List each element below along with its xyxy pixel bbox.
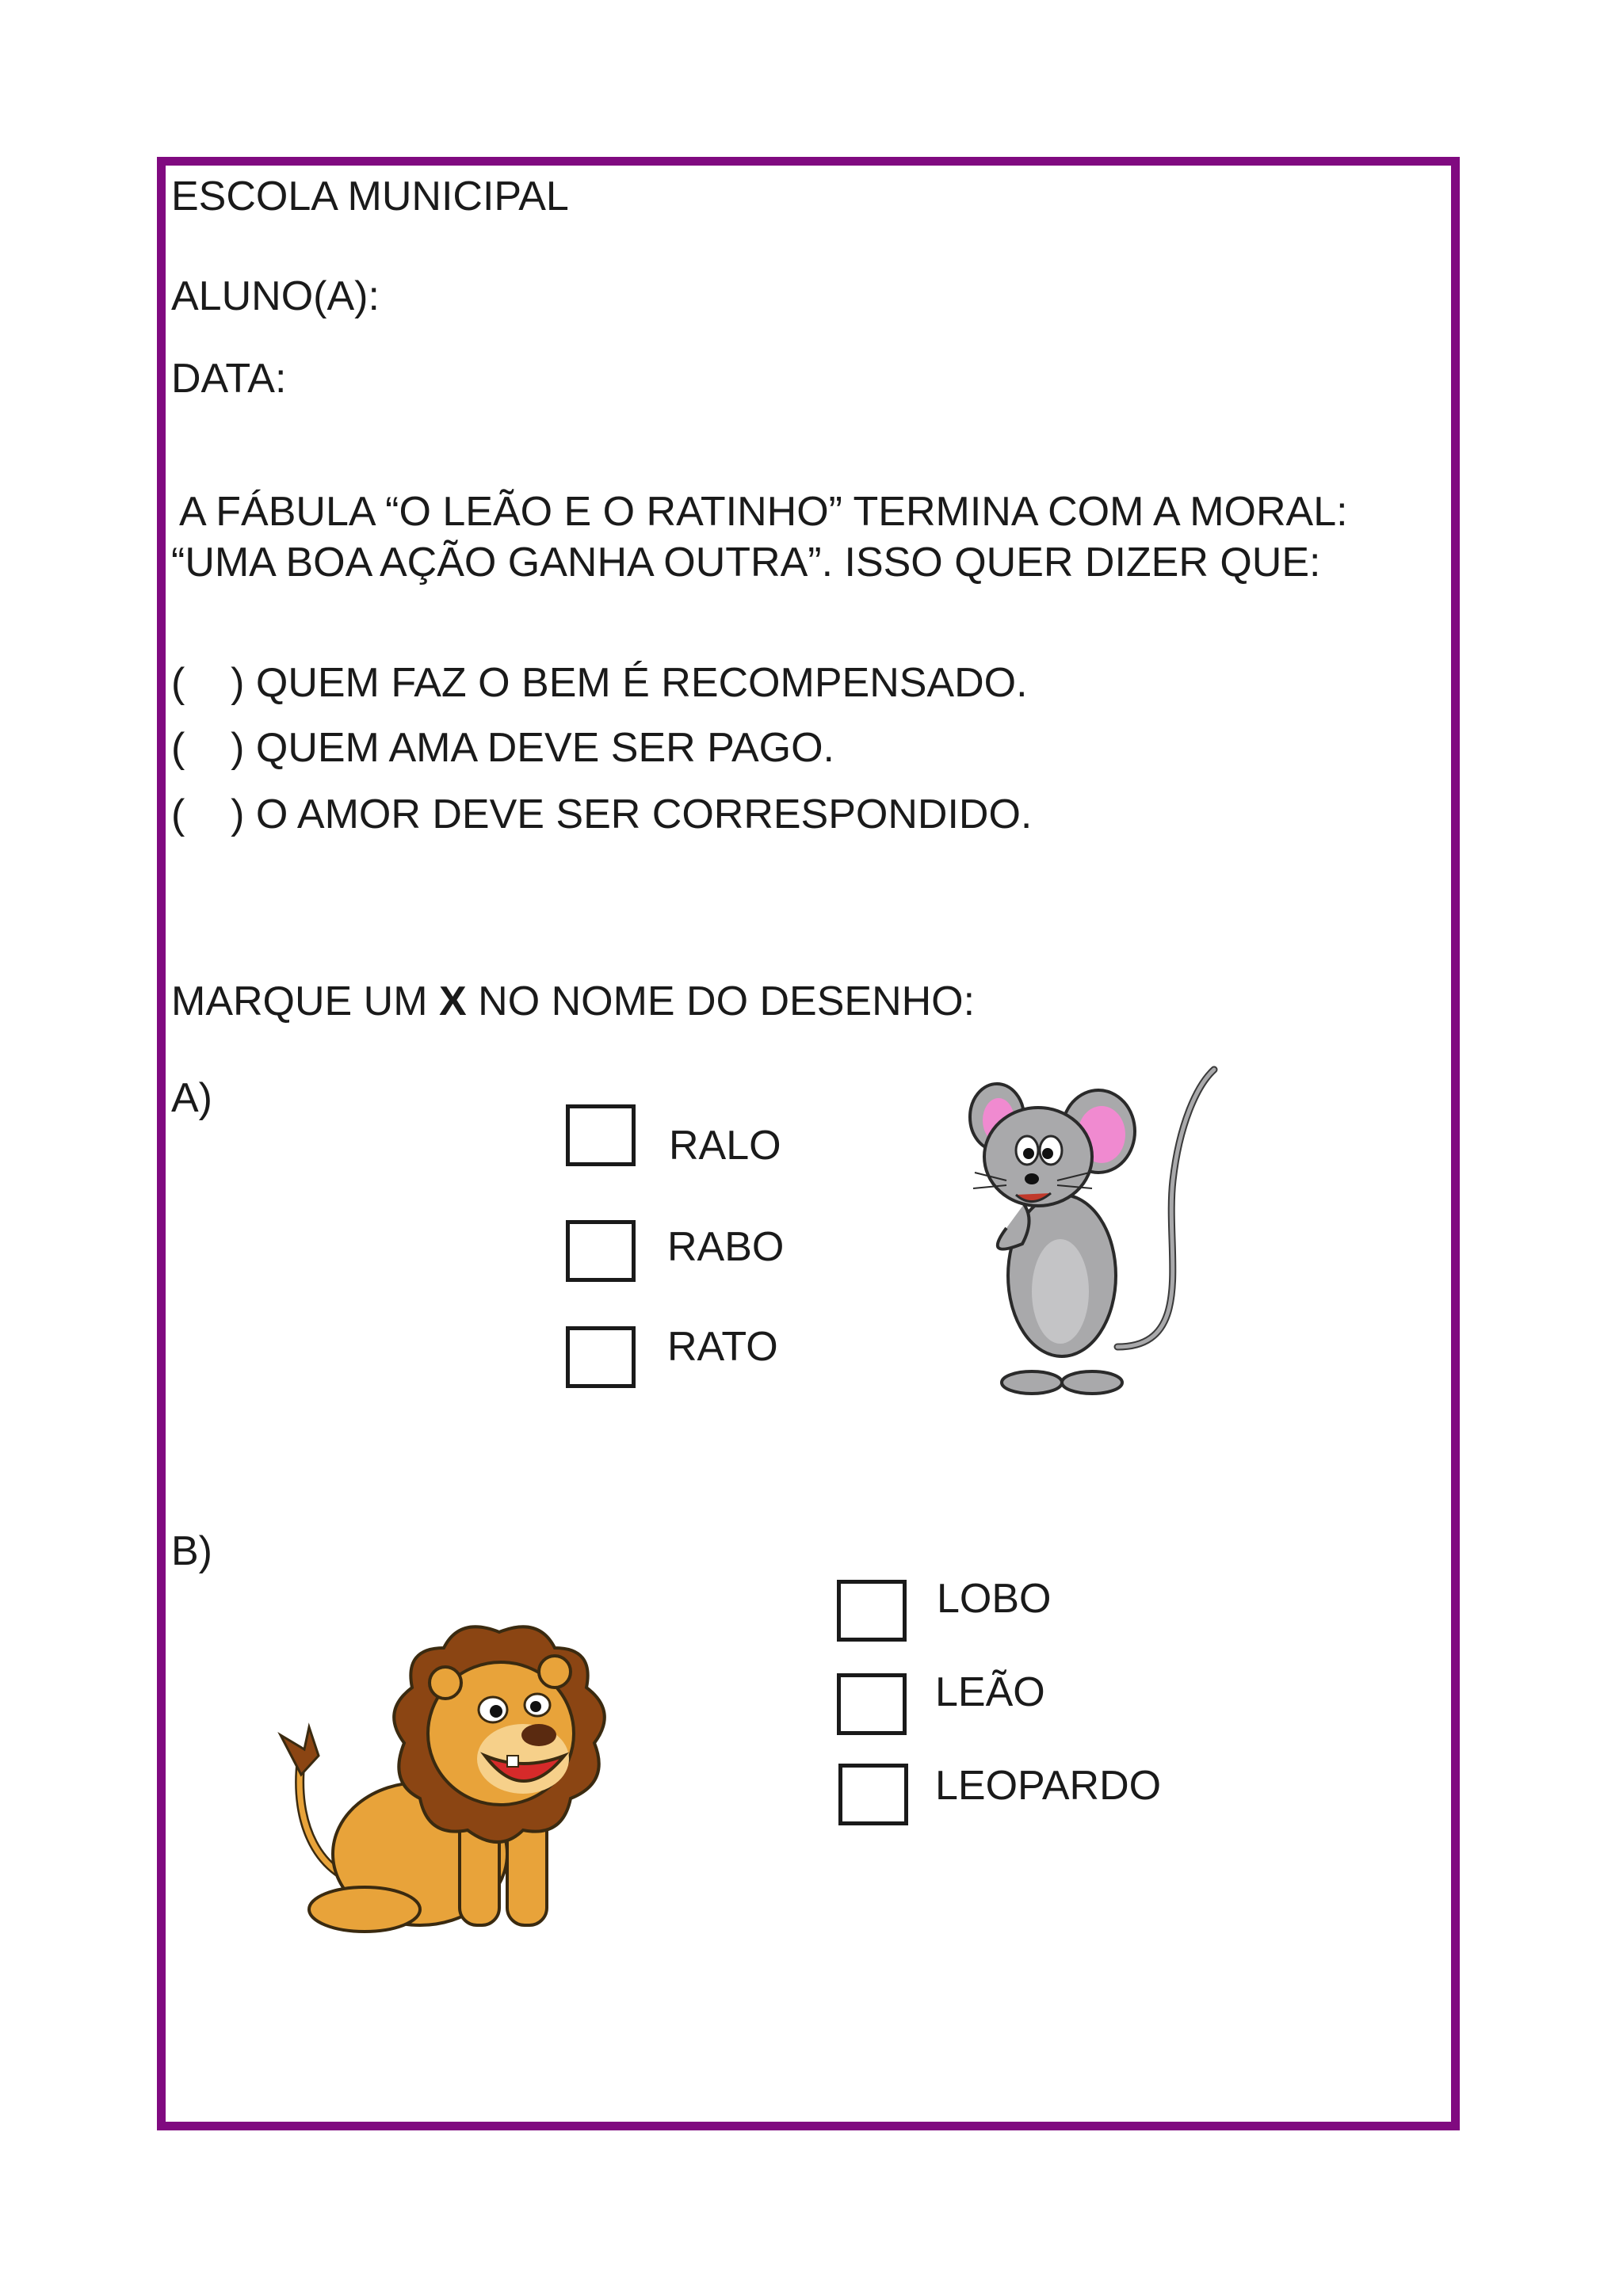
option-lobo: LOBO	[937, 1576, 1052, 1622]
checkbox-leopardo[interactable]	[838, 1764, 908, 1825]
option-leopardo: LEOPARDO	[935, 1763, 1162, 1809]
question1-option	[171, 724, 834, 772]
checkbox-leao[interactable]	[837, 1673, 907, 1735]
instruction-text: NO NOME DO DESENHO:	[466, 978, 976, 1024]
question1-line2: “UMA BOA AÇÃO GANHA OUTRA”. ISSO QUER DIZER QUE:	[171, 540, 1321, 585]
option-text: QUEM FAZ O BEM É RECOMPENSADO.	[255, 660, 1028, 706]
checkbox-ralo[interactable]	[566, 1104, 636, 1166]
checkbox-lobo[interactable]	[837, 1580, 907, 1642]
option-text: O AMOR DEVE SER CORRESPONDIDO.	[255, 791, 1033, 837]
lion-illustration	[269, 1616, 634, 1949]
part-b-label: B)	[171, 1528, 212, 1574]
date-label: DATA:	[171, 356, 287, 402]
option-parentheses[interactable]: ( )	[171, 660, 245, 706]
question1-line1: A FÁBULA “O LEÃO E O RATINHO” TERMINA COM A MORAL:	[179, 489, 1348, 535]
instruction-text: MARQUE UM	[171, 978, 439, 1024]
school-name: ESCOLA MUNICIPAL	[171, 174, 569, 219]
option-rabo: RABO	[667, 1224, 785, 1270]
student-label: ALUNO(A):	[171, 273, 380, 319]
option-ralo: RALO	[669, 1123, 781, 1169]
part-a-label: A)	[171, 1075, 212, 1121]
option-leao: LEÃO	[935, 1669, 1045, 1715]
option-parentheses[interactable]: ( )	[171, 791, 245, 837]
question1-option	[171, 659, 1028, 707]
option-rato: RATO	[667, 1324, 778, 1370]
option-text: QUEM AMA DEVE SER PAGO.	[255, 725, 834, 771]
question2-instruction	[171, 978, 975, 1025]
checkbox-rabo[interactable]	[566, 1220, 636, 1282]
question1-option	[171, 791, 1032, 838]
mouse-illustration	[959, 1062, 1228, 1410]
checkbox-rato[interactable]	[566, 1326, 636, 1388]
instruction-mark: X	[439, 978, 467, 1024]
option-parentheses[interactable]: ( )	[171, 725, 245, 771]
